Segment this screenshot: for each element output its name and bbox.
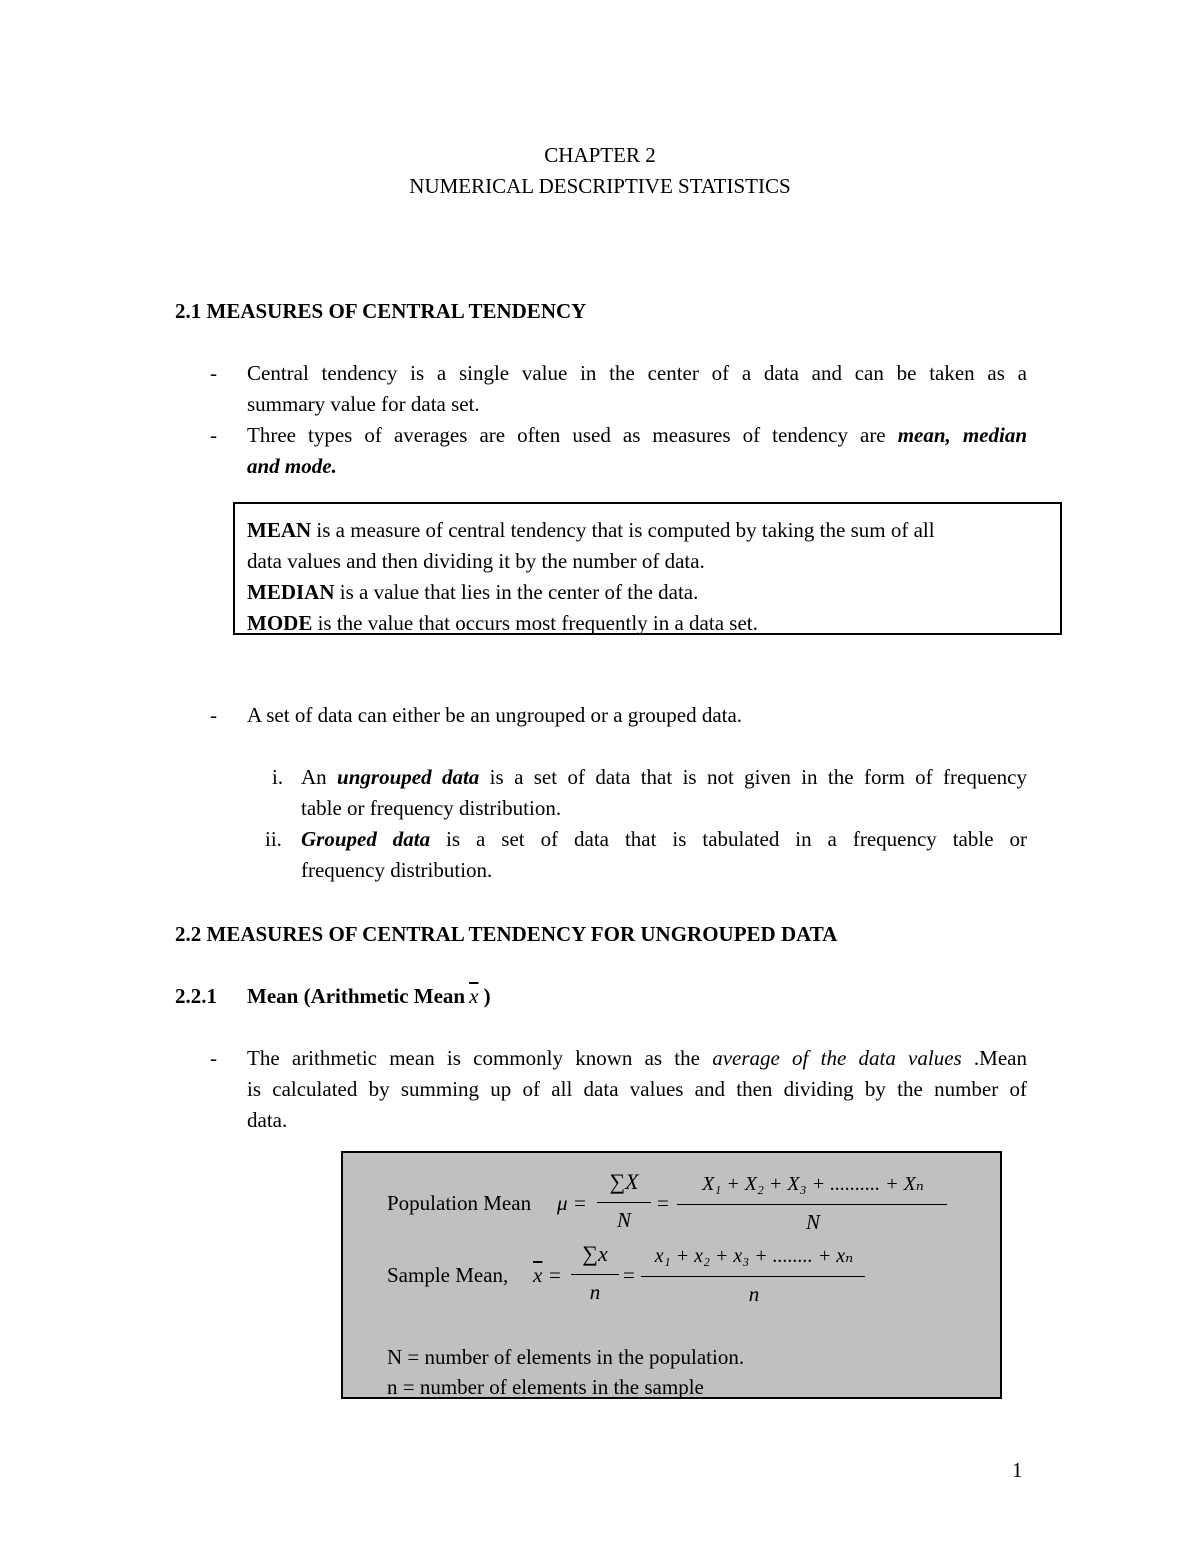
item-ii-line1 — [301, 824, 1027, 855]
item-ii-line2: frequency distribution. — [301, 858, 493, 882]
definitions-box — [233, 502, 1062, 635]
item-grouped — [301, 824, 1027, 886]
item-i-text: is a set of data that is not given in the form of frequency — [479, 765, 1027, 789]
mode-text: is the value that occurs most frequently in a data set. — [312, 611, 758, 635]
bullet-data-types: A set of data can either be an ungrouped or a grouped data. — [247, 703, 743, 727]
item-i-marker: i. — [272, 765, 284, 789]
page-number: 1 — [1012, 1458, 1023, 1482]
sample-fraction-line-2 — [641, 1276, 865, 1277]
sample-fraction-line-1 — [571, 1274, 619, 1275]
bullet-central-tendency — [247, 358, 1027, 420]
equals-sign: = — [657, 1191, 669, 1215]
bullet2-line1 — [247, 420, 1027, 451]
sample-denominator-2: n — [748, 1282, 760, 1306]
mean-line1 — [247, 1043, 1027, 1074]
bullet-arithmetic-mean — [247, 1043, 1027, 1136]
sample-denominator: n — [589, 1280, 601, 1304]
formula-box — [341, 1151, 1002, 1399]
chapter-title: NUMERICAL DESCRIPTIVE STATISTICS — [409, 174, 791, 198]
subsection-title-text: Mean (Arithmetic Mean — [247, 984, 466, 1008]
subsection-title-close: ) — [478, 984, 491, 1008]
section-2-2-heading: 2.2 MEASURES OF CENTRAL TENDENCY FOR UNGROUPED DATA — [175, 922, 838, 946]
mean-line1-a: The arithmetic mean is commonly known as the — [247, 1046, 713, 1070]
note-sample: n = number of elements in the sample — [387, 1375, 704, 1399]
pop-denominator-2: N — [805, 1210, 820, 1234]
pop-denominator: N — [616, 1208, 631, 1232]
item-ungrouped — [301, 762, 1027, 824]
note-population: N = number of elements in the population. — [387, 1345, 745, 1369]
bullet-three-types — [247, 420, 1027, 482]
mean-line2: is calculated by summing up of all data values and then dividing by the number of — [247, 1077, 1027, 1101]
item-ii-marker: ii. — [265, 827, 282, 851]
sample-numerator-sum: ∑x — [582, 1241, 608, 1266]
xbar-sample-symbol: $\overline{x}$ — [533, 1263, 543, 1287]
bullet-marker: - — [210, 423, 217, 447]
mean-definition-line2: data values and then dividing it by the number of data. — [247, 549, 705, 573]
item-i-line2: table or frequency distribution. — [301, 796, 562, 820]
subsection-title — [247, 981, 491, 1012]
pop-fraction-line-1 — [597, 1202, 651, 1203]
ungrouped-term: ungrouped data — [337, 765, 480, 789]
xbar-symbol: $\overline{x}$ — [469, 984, 479, 1008]
bullet2-emphasis: mean, median — [897, 423, 1027, 447]
pop-numerator-sum: ∑X — [609, 1169, 639, 1194]
bullet-marker: - — [210, 361, 217, 385]
subsection-number: 2.2.1 — [175, 984, 217, 1008]
chapter-label: CHAPTER 2 — [544, 143, 656, 167]
sample-numerator-expanded: x₁ + x₂ + x₃ + ........ + xₙ — [654, 1245, 854, 1267]
mean-line1-c: .Mean — [961, 1046, 1027, 1070]
bullet-marker: - — [210, 1046, 217, 1070]
median-term: MEDIAN — [247, 580, 335, 604]
sample-equals: = — [549, 1263, 561, 1287]
section-2-1-heading: 2.1 MEASURES OF CENTRAL TENDENCY — [175, 299, 587, 323]
mu-symbol: μ = — [557, 1191, 587, 1215]
pop-fraction-line-2 — [677, 1204, 947, 1205]
mean-line1-emph: average of the data values — [712, 1046, 962, 1070]
mean-line3: data. — [247, 1108, 288, 1132]
bullet1-line2: summary value for data set. — [247, 392, 480, 416]
grouped-term: Grouped data — [301, 827, 431, 851]
mean-definition-line1 — [247, 515, 1050, 546]
bullet-marker: - — [210, 703, 217, 727]
median-definition — [247, 577, 1050, 608]
item-i-line1 — [301, 762, 1027, 793]
item-ii-text: is a set of data that is tabulated in a frequency table or — [430, 827, 1027, 851]
population-mean-label: Population Mean — [387, 1191, 532, 1215]
median-text: is a value that lies in the center of the data. — [334, 580, 699, 604]
bullet2-line2: and mode. — [247, 454, 337, 478]
mean-text: is a measure of central tendency that is computed by taking the sum of all — [311, 518, 935, 542]
bullet2-text: Three types of averages are often used as measures of tendency are — [247, 423, 898, 447]
mode-term: MODE — [247, 611, 313, 635]
mode-definition — [247, 608, 1050, 639]
mean-term: MEAN — [247, 518, 312, 542]
pop-numerator-expanded: X₁ + X₂ + X₃ + .......... + Xₙ — [702, 1173, 924, 1195]
bullet1-line1: Central tendency is a single value in the center of a data and can be taken as a — [247, 361, 1027, 385]
equals-sign: = — [623, 1263, 635, 1287]
item-i-lead: An — [301, 765, 338, 789]
sample-mean-label: Sample Mean, — [387, 1263, 509, 1287]
